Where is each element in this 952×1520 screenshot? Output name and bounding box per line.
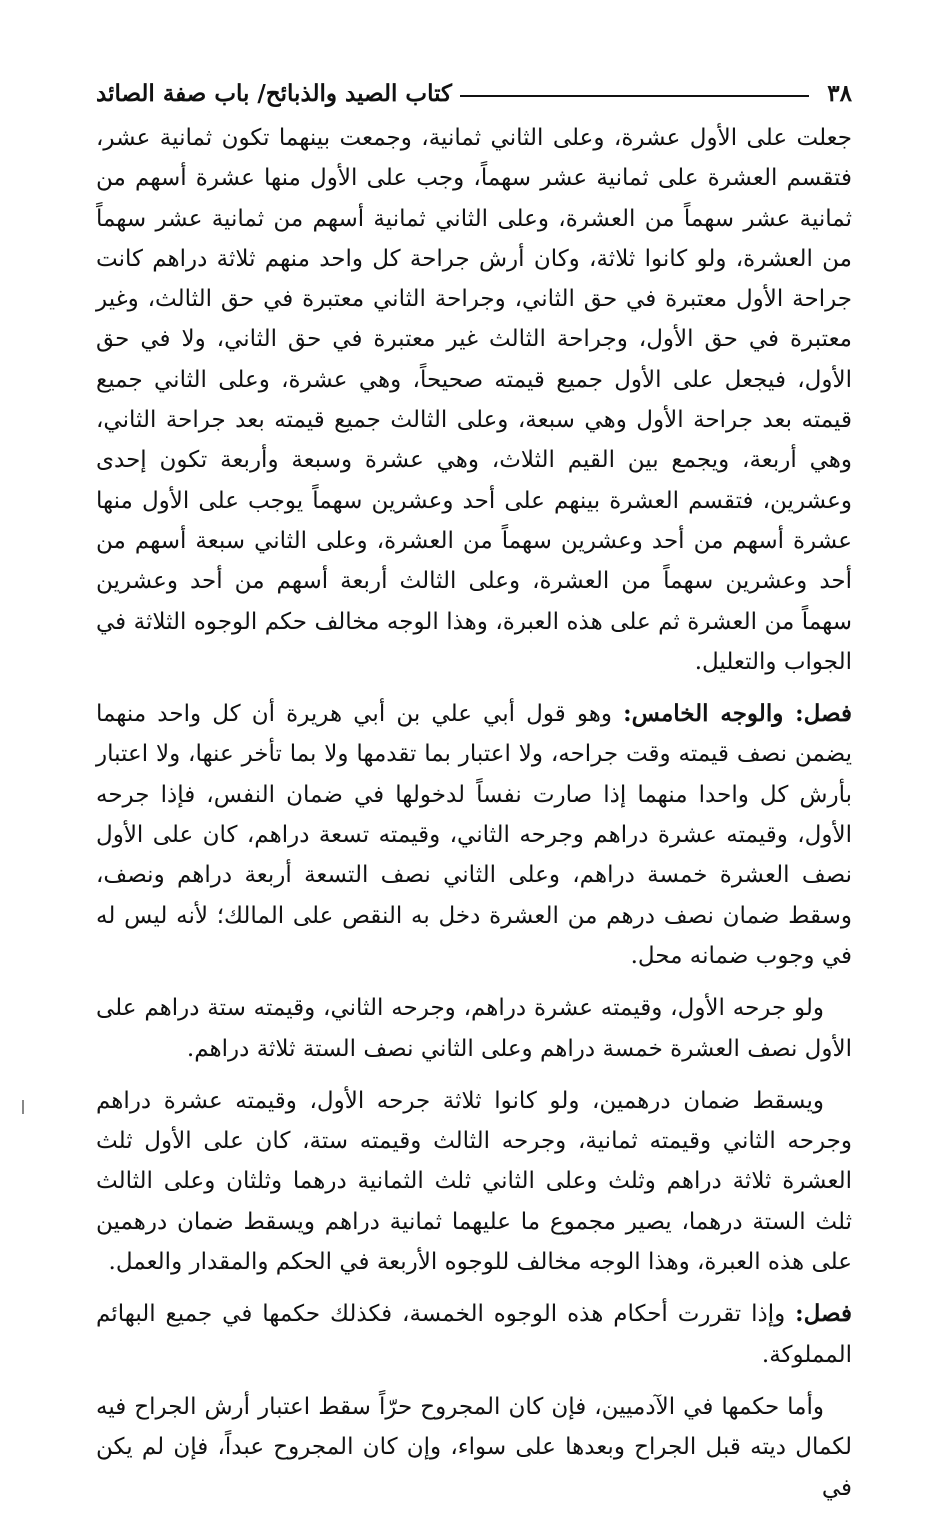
paragraph-text: وإذا تقررت أحكام هذه الوجوه الخمسة، فكذلك حكمها في جميع البهائم المملوكة. (96, 1301, 852, 1368)
paragraph-3 (96, 988, 852, 1069)
page-header (96, 80, 852, 107)
paragraph-6 (96, 1387, 852, 1508)
page-number: ٣٨ (827, 80, 852, 107)
paragraph-1 (96, 118, 852, 682)
section-heading: فصل: (795, 1300, 852, 1328)
header-rule (460, 95, 809, 97)
paragraph-4 (96, 1081, 852, 1282)
paragraph-text: وأما حكمها في الآدميين، فإن كان المجروح حرّاً سقط اعتبار أرش الجراح فيه لكمال ديته قبل الجراح وبعدها على سواء، وإن كان المجروح عبداً، فإن لم يكن في (96, 1393, 852, 1501)
paragraph-text: ولو جرحه الأول، وقيمته عشرة دراهم، وجرحه الثاني، وقيمته ستة دراهم على الأول نصف العشرة خمسة دراهم وعلى الثاني نصف الستة ثلاثة دراهم. (96, 995, 852, 1062)
running-title: كتاب الصيد والذبائح/ باب صفة الصائد (96, 80, 452, 107)
margin-mark (22, 1100, 24, 1114)
paragraph-text: جعلت على الأول عشرة، وعلى الثاني ثمانية، وجمعت بينهما تكون ثمانية عشر، فتقسم العشرة على ثمانية عشر سهماً، وجب على الأول منها عشرة أسهم من ثمانية عشر سهماً من العشرة، وعلى الثاني ثمانية أسهم من ثمانية عشر سهماً من العشرة، ولو كانوا ثلاثة، وكان أرش جراحة كل واحد منهم ثلاثة دراهم كانت جراحة الأول معتبرة في حق الثاني، وجراحة الثاني معتبرة في حق الثالث، وغير معتبرة في حق الأول، وجراحة الثالث غير معتبرة في حق الثاني، ولا في حق الأول، فيجعل على الأول جميع قيمته صحيحاً، وهي عشرة، وعلى الثاني جميع قيمته بعد جراحة الأول وهي سبعة، وعلى الثالث جميع قيمته بعد جراحة الثاني، وهي أربعة، ويجمع بين القيم الثلاث، وهي عشرة وسبعة وأربعة تكون إحدى وعشرين، فتقسم العشرة بينهم على أحد وعشرين سهماً يوجب على الأول منها عشرة أسهم من أحد وعشرين سهماً من العشرة، وعلى الثاني سبعة أسهم من أحد وعشرين سهماً من العشرة، وعلى الثالث أربعة أسهم من أحد وعشرين سهماً من العشرة ثم على هذه العبرة، وهذا الوجه مخالف حكم الوجوه الثلاثة في الجواب والتعليل. (96, 125, 852, 675)
section-heading: فصل: والوجه الخامس: (623, 700, 852, 728)
paragraph-text: وهو قول أبي علي بن أبي هريرة أن كل واحد منهما يضمن نصف قيمته وقت جراحه، ولا اعتبار بما تقدمها ولا بما تأخر عنها، ولا اعتبار بأرش كل واحدا منهما إذا صارت نفساً لدخولها في ضمان النفس، فإذا جرحه الأول، وقيمته عشرة دراهم وجرحه الثاني، وقيمته تسعة دراهم، كان على الأول نصف العشرة خمسة دراهم، وعلى الثاني نصف التسعة أربعة دراهم ونصف، وسقط ضمان نصف درهم من العشرة دخل به النقص على المالك؛ لأنه ليس له في وجوب ضمانه محل. (96, 701, 852, 969)
page-body (96, 118, 852, 1520)
paragraph-2-section (96, 694, 852, 976)
paragraph-5-section (96, 1294, 852, 1375)
paragraph-text: ويسقط ضمان درهمين، ولو كانوا ثلاثة جرحه الأول، وقيمته عشرة دراهم وجرحه الثاني وقيمته ثمانية، وجرحه الثالث وقيمته ستة، كان على الأول ثلث العشرة ثلاثة دراهم وثلث وعلى الثاني ثلث الثمانية درهما وثلثان وعلى الثالث ثلث الستة درهما، يصير مجموع ما عليهما ثمانية دراهم ويسقط ضمان درهمين على هذه العبرة، وهذا الوجه مخالف للوجوه الأربعة في الحكم والمقدار والعمل. (96, 1087, 852, 1276)
